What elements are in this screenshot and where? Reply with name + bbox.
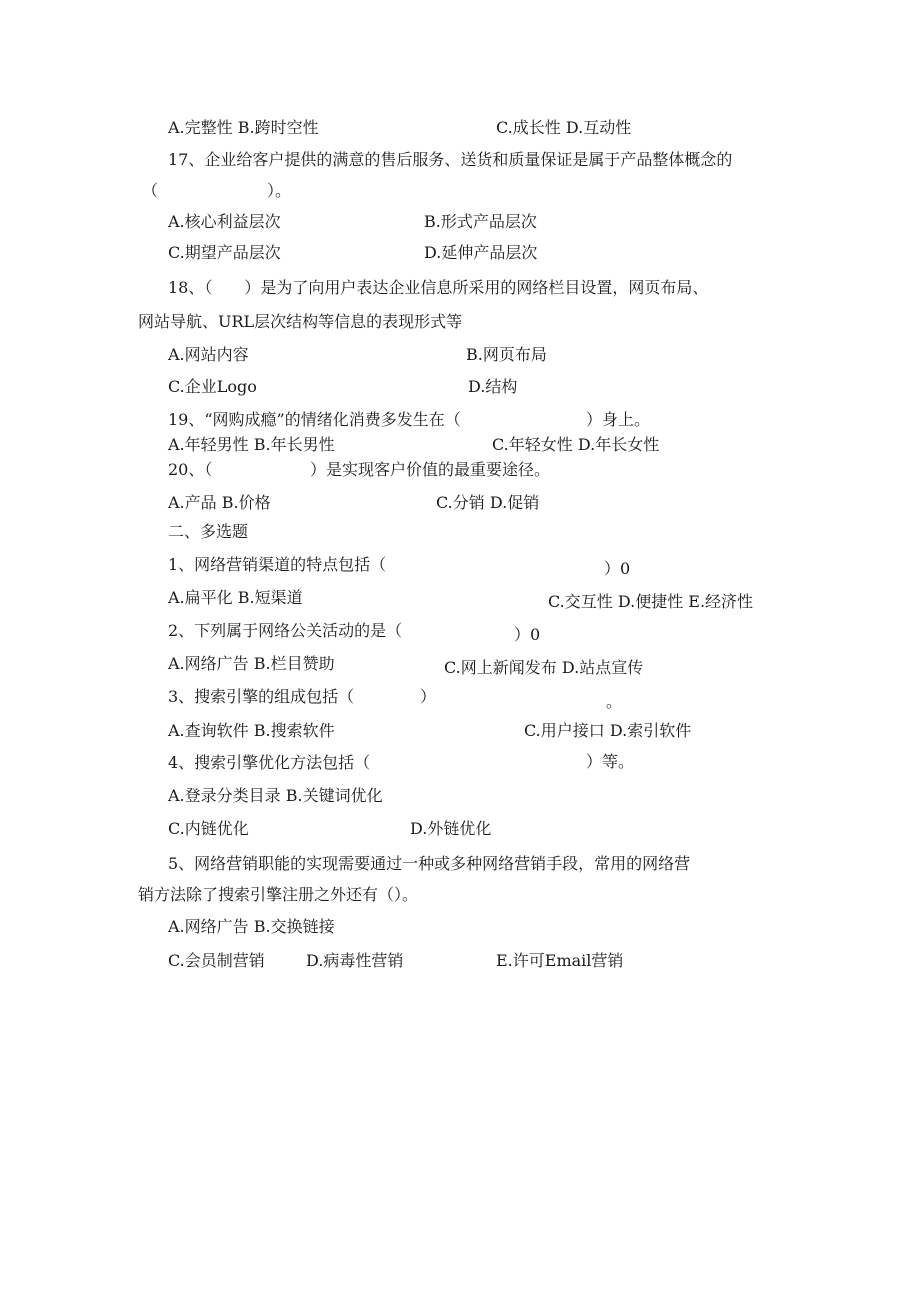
q17-option-d: D.延伸产品层次 [424,243,538,262]
m5-stem-line2: 销方法除了搜索引擎注册之外还有（）。 [138,885,419,904]
q17-option-c: C.期望产品层次 [168,243,281,262]
q17-blank-close: ）。 [267,181,292,200]
q17-option-a: A.核心利益层次 [168,212,281,231]
q16-options-cd: C.成长性 D.互动性 [496,118,632,137]
m3-stem-right: ） [420,687,437,706]
q16-options-ab: A.完整性 B.跨时空性 [168,118,319,137]
m3-options-ab: A.查询软件 B.搜索软件 [168,721,335,740]
m3-stem-dot: 。 [606,692,623,711]
m2-options-cd: C.网上新闻发布 D.站点宣传 [444,658,644,677]
m5-option-c: C.会员制营销 [168,951,265,970]
m1-options-cde: C.交互性 D.便捷性 E.经济性 [548,592,754,611]
q20-stem-left: 20、（ [168,460,213,479]
m4-stem-left-text: 4、搜索引擎优化方法包括（ [168,753,371,772]
m4-option-d: D.外链优化 [410,819,492,838]
q18-option-b: B.网页布局 [466,345,547,364]
q19-options-cd: C.年轻女性 D.年长女性 [492,435,660,454]
q17-option-b: B.形式产品层次 [424,212,537,231]
q19-stem-right: ）身上。 [586,410,651,429]
q17-blank-open: （ [142,181,159,200]
m1-options-ab: A.扁平化 B.短渠道 [168,588,303,607]
m1-stem-left: 1、网络营销渠道的特点包括（ [168,555,387,574]
m1-stem-right: ）0 [604,559,631,578]
q19-options-ab: A.年轻男性 B.年长男性 [168,435,335,454]
q18-stem-line1: 18、（ ）是为了向用户表达企业信息所采用的网络栏目设置，网页布局、 [168,278,709,297]
m5-options-ab: A.网络广告 B.交换链接 [168,917,335,936]
q19-stem-left: 19、“网购成瘾”的情绪化消费多发生在（ [168,410,461,429]
m3-stem-left: 3、搜索引擎的组成包括（ [168,687,355,706]
section-heading-multiple-choice: 二、多选题 [168,522,249,541]
q18-stem-line2: 网站导航、URL层次结构等信息的表现形式等 [138,312,463,331]
q17-stem-line1: 17、企业给客户提供的满意的售后服务、送货和质量保证是属于产品整体概念的 [168,150,733,169]
q20-options-ab: A.产品 B.价格 [168,493,271,512]
m5-option-e: E.许可Email营销 [496,951,624,970]
q18-option-c: C.企业Logo [168,377,257,396]
m4-option-c: C.内链优化 [168,819,249,838]
m4-stem-left [168,753,371,773]
m2-options-ab: A.网络广告 B.栏目赞助 [168,654,335,673]
m4-stem-right: ）等。 [586,752,635,771]
m2-stem-left: 2、下列属于网络公关活动的是（ [168,621,403,640]
m3-options-cd: C.用户接口 D.索引软件 [524,721,692,740]
m2-stem-right: ）0 [514,625,541,644]
q18-option-d: D.结构 [468,377,518,396]
q18-option-a: A.网站内容 [168,345,249,364]
m4-options-ab: A.登录分类目录 B.关键词优化 [168,786,383,805]
m5-stem-line1: 5、网络营销职能的实现需要通过一种或多种网络营销手段，常用的网络营 [168,854,691,873]
m5-option-d: D.病毒性营销 [306,951,404,970]
q20-stem-right: ）是实现客户价值的最重要途径。 [310,460,551,479]
q20-options-cd: C.分销 D.促销 [436,493,540,512]
